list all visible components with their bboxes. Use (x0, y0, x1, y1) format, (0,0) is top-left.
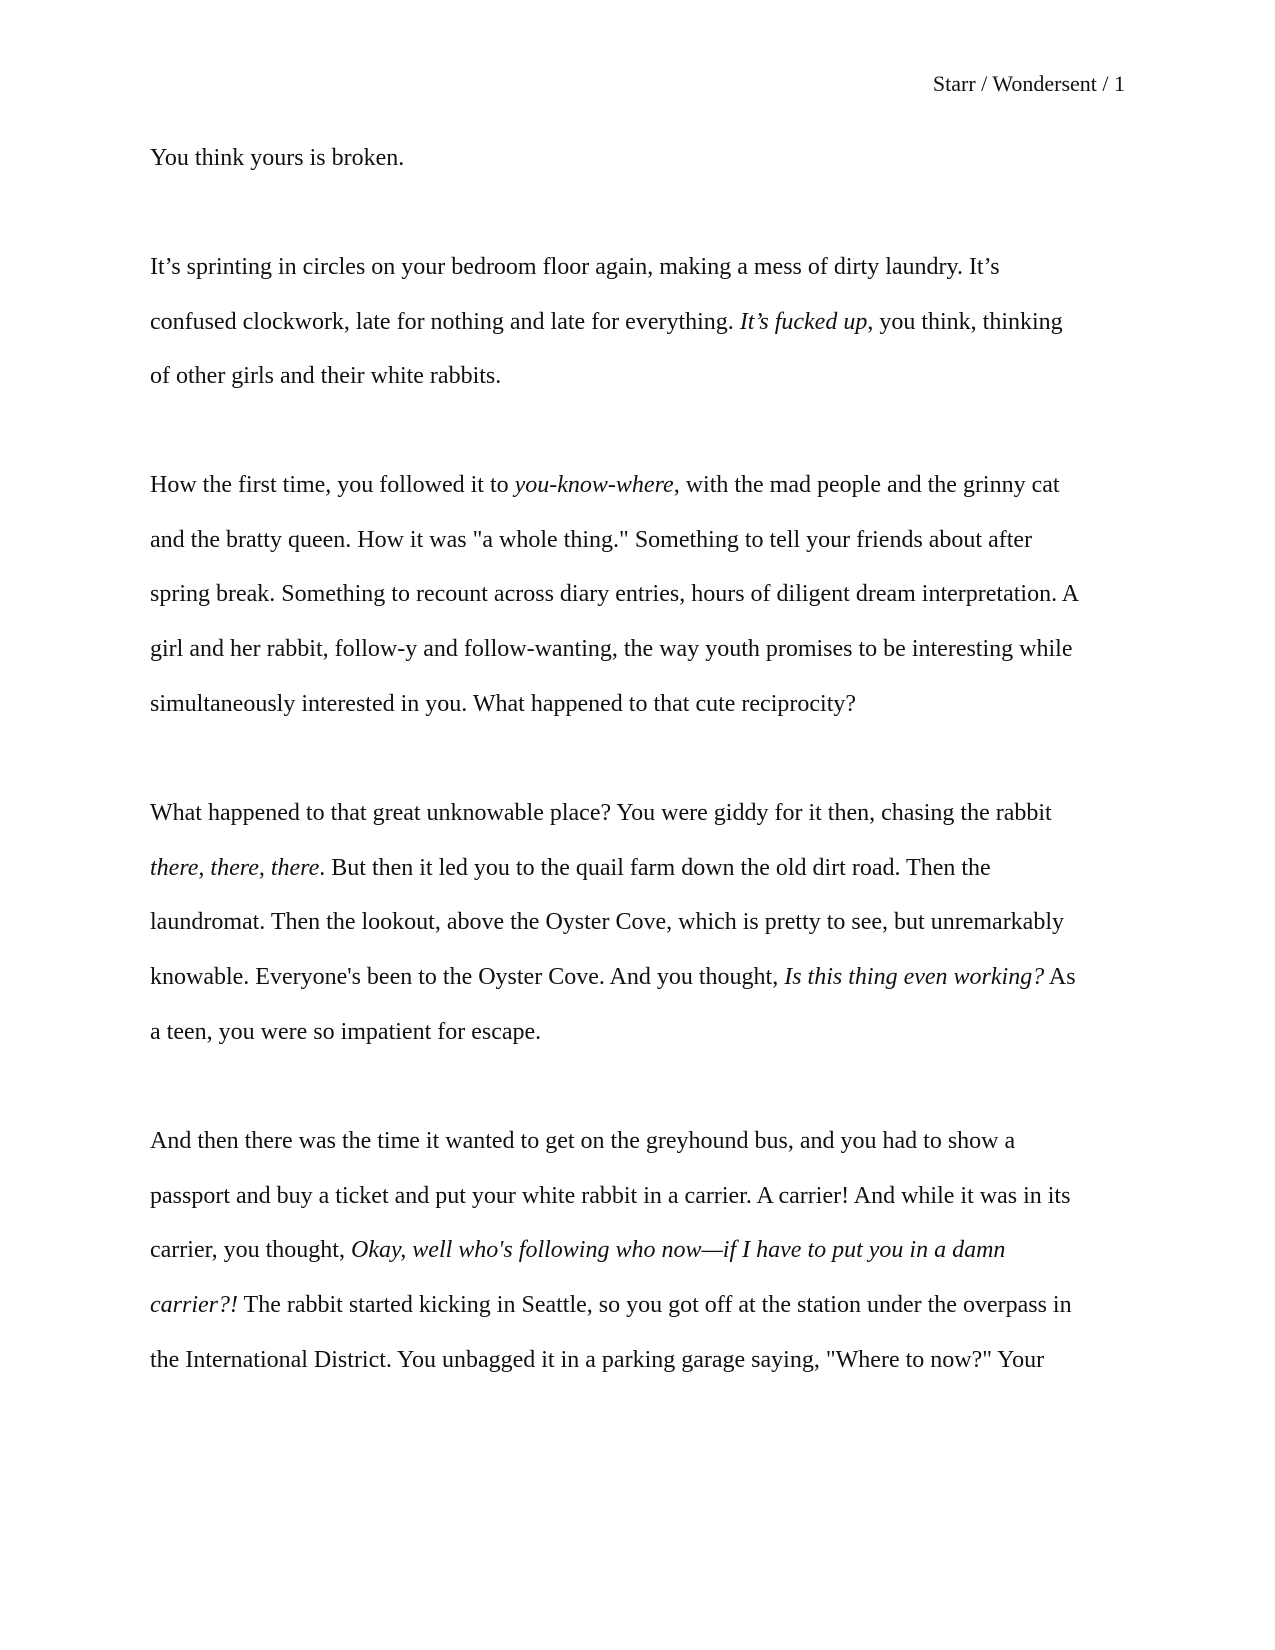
paragraph-4-line-1: What happened to that great unknowable place? You were giddy for it then, chasing the rabbit (150, 800, 1052, 826)
paragraph-1-line-1: You think yours is broken. (150, 145, 405, 171)
paragraph-4-line-5: a teen, you were so impatient for escape. (150, 1019, 542, 1045)
italic-run: Is this thing even working? (784, 964, 1045, 990)
text-run: knowable. Everyone's been to the Oyster Cove. And you thought, (150, 964, 785, 990)
paragraph-3-line-2: and the bratty queen. How it was "a whole thing." Something to tell your friends about after (150, 527, 1033, 553)
paragraph-2-line-3: of other girls and their white rabbits. (150, 363, 502, 389)
text-run: carrier, you thought, (150, 1237, 351, 1263)
italic-run: It’s fucked up (739, 309, 868, 335)
italic-run: you-know-where (514, 472, 674, 498)
text-run: The rabbit started kicking in Seattle, so you got off at the station under the overpass in (237, 1292, 1072, 1318)
text-run: As (1044, 964, 1076, 990)
italic-run: carrier?! (150, 1292, 238, 1318)
paragraph-3-line-4: girl and her rabbit, follow-y and follow-wanting, the way youth promises to be interesting while (150, 636, 1073, 662)
paragraph-2-line-2 (150, 307, 1063, 337)
paragraph-5-line-3 (150, 1235, 1005, 1265)
text-run: , you think, thinking (867, 309, 1063, 335)
paragraph-5-line-1: And then there was the time it wanted to get on the greyhound bus, and you had to show a (150, 1128, 1016, 1154)
running-head: Starr / Wondersent / 1 (932, 71, 1125, 96)
text-run: , with the mad people and the grinny cat (673, 472, 1060, 498)
text-run: How the first time, you followed it to (150, 472, 515, 498)
text-run: confused clockwork, late for nothing and late for everything. (150, 309, 740, 335)
paragraph-5-line-5: the International District. You unbagged it in a parking garage saying, "Where to now?" Your (150, 1347, 1045, 1373)
paragraph-4-line-2 (150, 853, 991, 883)
paragraph-5-line-2: passport and buy a ticket and put your white rabbit in a carrier. A carrier! And while it was in its (150, 1183, 1071, 1209)
paragraph-3-line-1 (150, 470, 1060, 500)
paragraph-4-line-3: laundromat. Then the lookout, above the Oyster Cove, which is pretty to see, but unremarkably (150, 909, 1065, 935)
paragraph-3-line-5: simultaneously interested in you. What happened to that cute reciprocity? (150, 691, 857, 717)
paragraph-2-line-1: It’s sprinting in circles on your bedroom floor again, making a mess of dirty laundry. It’s (150, 254, 1000, 280)
paragraph-5-line-4 (150, 1290, 1072, 1320)
paragraph-3-line-3: spring break. Something to recount across diary entries, hours of diligent dream interpretation. A (150, 581, 1080, 607)
text-run: . But then it led you to the quail farm down the old dirt road. Then the (319, 855, 991, 881)
italic-run: Okay, well who's following who now—if I have to put you in a damn (350, 1237, 1006, 1263)
paragraph-4-line-4 (150, 962, 1076, 992)
italic-run: there, there, there (150, 855, 320, 881)
